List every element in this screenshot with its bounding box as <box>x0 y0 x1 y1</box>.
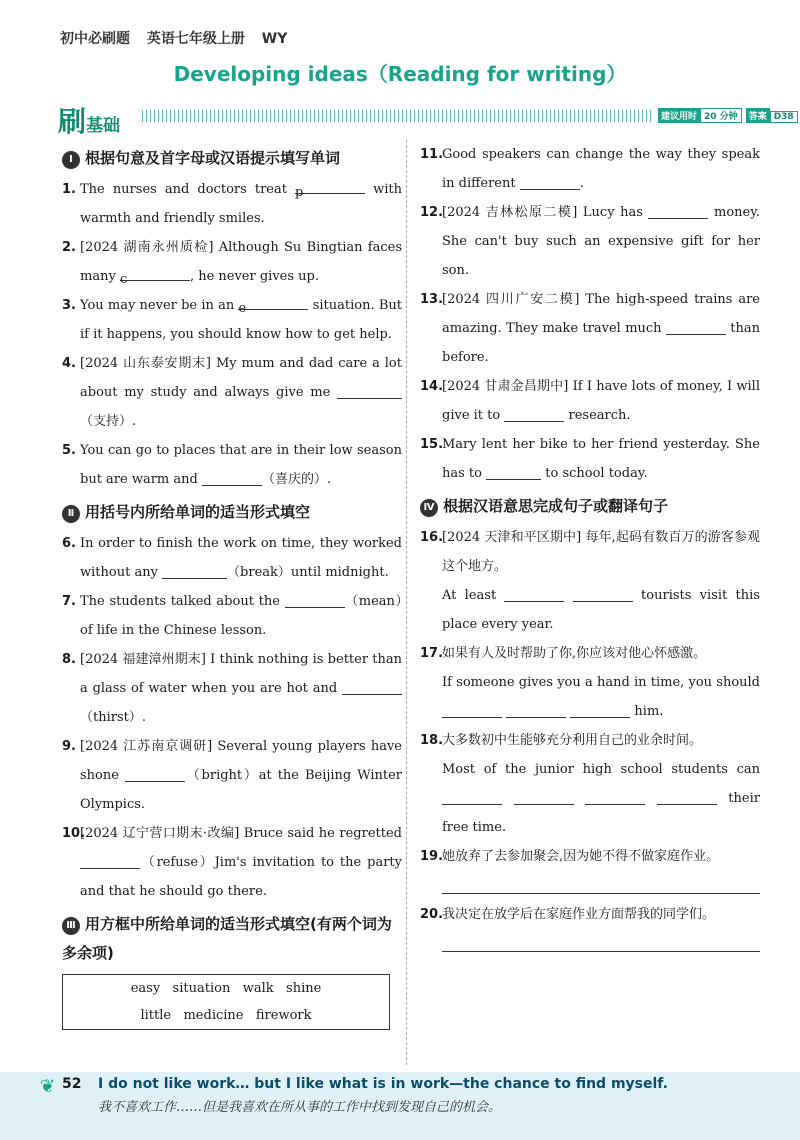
question-number: 4. <box>62 356 76 371</box>
edition: WY <box>261 31 288 47</box>
book-name: 初中必刷题 <box>60 31 130 47</box>
question-number: 12. <box>420 205 444 220</box>
logo-small: 基础 <box>86 116 121 136</box>
section-text: 用方框中所给单词的适当形式填空(有两个词为多余项) <box>62 915 392 962</box>
question-text: Most of the junior high school students can <box>442 762 760 777</box>
answer-blank[interactable] <box>648 203 708 219</box>
page-title: Developing ideas（Reading for writing） <box>173 62 627 86</box>
question-text: [2024 山东泰安期末] My mum and dad care a lot about my study and always give me <box>80 356 402 400</box>
question-2 <box>62 233 402 291</box>
question-text: situation. But if it happens, you should know how to get help. <box>80 298 402 342</box>
section-3-title <box>62 910 402 968</box>
answer-blank[interactable] <box>442 789 502 805</box>
question-text: The nurses and doctors treat <box>80 182 296 197</box>
question-text: 她放弃了去参加聚会,因为她不得不做家庭作业。 <box>442 849 720 864</box>
question-text: You may never be in an <box>80 298 239 313</box>
question-text: with warmth and friendly smiles. <box>80 182 403 226</box>
question-11 <box>420 140 760 198</box>
answer-blank[interactable] <box>80 853 140 869</box>
page-number: 52 <box>62 1076 82 1092</box>
section-text: 用括号内所给单词的适当形式填空 <box>85 503 311 521</box>
leaf-icon: ❦ <box>40 1076 56 1097</box>
question-text: （支持）. <box>80 414 137 429</box>
question-5 <box>62 436 402 494</box>
question-text: （喜庆的）. <box>261 472 332 487</box>
question-17 <box>420 639 760 726</box>
answer-blank[interactable] <box>125 766 185 782</box>
question-number: 14. <box>420 379 444 394</box>
question-number: 9. <box>62 739 76 754</box>
section-text: 根据句意及首字母或汉语提示填写单词 <box>85 149 341 167</box>
answer-blank[interactable] <box>486 464 541 480</box>
word-box-row: easy situation walk shine <box>130 981 322 996</box>
question-text: （mean）of life in the Chinese lesson. <box>80 594 402 638</box>
question-18 <box>420 726 760 842</box>
answer-blank[interactable] <box>504 406 564 422</box>
logo <box>58 100 120 140</box>
answer-blank[interactable] <box>162 563 227 579</box>
time-info <box>658 108 800 123</box>
answer-blank[interactable] <box>342 679 402 695</box>
question-number: 2. <box>62 240 76 255</box>
answer-line[interactable] <box>442 871 760 894</box>
question-text: [2024 甘肃金昌期中] If I have lots of money, I will give it to <box>442 379 760 423</box>
question-20 <box>420 900 760 929</box>
section-2-title <box>62 498 402 527</box>
hint-letter: e <box>238 301 247 316</box>
left-column <box>62 140 402 1030</box>
question-text: tourists visit this place every year. <box>442 588 760 632</box>
question-text: 我决定在放学后在家庭作业方面帮我的同学们。 <box>442 907 716 922</box>
question-text: Good speakers can change the way they speak in different <box>442 147 760 191</box>
question-number: 13. <box>420 292 444 307</box>
answer-blank[interactable] <box>504 586 564 602</box>
question-number: 8. <box>62 652 76 667</box>
answer-blank[interactable] <box>202 470 262 486</box>
question-text: [2024 湖南永州质检] Although Su Bingtian faces many <box>80 240 402 284</box>
question-number: 7. <box>62 594 76 609</box>
question-text: （break）until midnight. <box>227 565 389 580</box>
question-14 <box>420 372 760 430</box>
question-4 <box>62 349 402 436</box>
question-9 <box>62 732 402 819</box>
answer-blank[interactable] <box>285 592 345 608</box>
column-divider <box>406 140 407 1065</box>
section-1-title <box>62 144 402 173</box>
answer-blank[interactable] <box>238 294 308 316</box>
answer-blank[interactable] <box>666 319 726 335</box>
question-number: 16. <box>420 530 444 545</box>
question-text: money. She can't buy such an expensive gift for her son. <box>442 205 760 278</box>
question-text: In order to finish the work on time, they worked without any <box>80 536 402 580</box>
answer-page: D38 <box>770 111 798 123</box>
question-text: [2024 四川广安二模] The high-speed trains are amazing. They make travel much <box>442 292 760 336</box>
question-text: You can go to places that are in their low season but are warm and <box>80 443 402 487</box>
answer-line[interactable] <box>442 929 760 952</box>
section-number: Ⅲ <box>62 917 80 935</box>
answer-blank[interactable] <box>506 702 566 718</box>
question-text: （bright）at the Beijing Winter Olympics. <box>80 768 402 812</box>
answer-blank[interactable] <box>337 383 402 399</box>
question-3 <box>62 291 402 349</box>
question-text: [2024 天津和平区期中] 每年,起码有数百万的游客参观这个地方。 <box>442 530 760 574</box>
time-value: 20 分钟 <box>700 108 742 123</box>
question-number: 15. <box>420 437 444 452</box>
question-text: to school today. <box>541 466 648 481</box>
question-text: The students talked about the <box>80 594 285 609</box>
running-header <box>60 28 299 48</box>
subject-name: 英语七年级上册 <box>146 31 245 47</box>
question-10 <box>62 819 402 906</box>
question-19 <box>420 842 760 871</box>
section-number: Ⅳ <box>420 499 438 517</box>
answer-blank[interactable] <box>119 265 190 287</box>
question-number: 17. <box>420 646 444 661</box>
question-7 <box>62 587 402 645</box>
section-4-title <box>420 492 760 521</box>
section-number: Ⅱ <box>62 505 80 523</box>
answer-label: 答案 <box>746 108 770 123</box>
question-number: 19. <box>420 849 444 864</box>
question-text: , he never gives up. <box>189 269 319 284</box>
question-12 <box>420 198 760 285</box>
question-text: their free time. <box>442 791 760 835</box>
question-number: 5. <box>62 443 76 458</box>
answer-blank[interactable] <box>573 586 633 602</box>
section-number: Ⅰ <box>62 151 80 169</box>
question-number: 11. <box>420 147 444 162</box>
question-text: （refuse）Jim's invitation to the party and that he should go there. <box>80 855 402 899</box>
question-number: 10. <box>62 826 86 841</box>
question-text: 大多数初中生能够充分利用自己的业余时间。 <box>442 733 703 748</box>
answer-blank[interactable] <box>657 789 717 805</box>
answer-blank[interactable] <box>585 789 645 805</box>
question-13 <box>420 285 760 372</box>
right-column <box>420 140 760 958</box>
answer-blank[interactable] <box>295 178 365 200</box>
answer-blank[interactable] <box>514 789 574 805</box>
time-label: 建议用时 <box>658 108 700 123</box>
question-text: Mary lent her bike to her friend yesterday. She has to <box>442 437 760 481</box>
question-6 <box>62 529 402 587</box>
question-text: than before. <box>442 321 760 365</box>
word-box-row: little medicine firework <box>140 1008 312 1023</box>
question-number: 3. <box>62 298 76 313</box>
question-15 <box>420 430 760 488</box>
question-text: [2024 福建漳州期末] I think nothing is better than a glass of water when you are hot and <box>80 652 402 696</box>
footer-quote-en: I do not like work… but I like what is in work—the chance to find myself. <box>98 1076 668 1092</box>
question-text: （thirst）. <box>80 710 146 725</box>
answer-blank[interactable] <box>570 702 630 718</box>
question-text: If someone gives you a hand in time, you should <box>442 675 760 690</box>
question-text: research. <box>564 408 631 423</box>
question-number: 6. <box>62 536 76 551</box>
question-text: [2024 辽宁营口期末·改编] Bruce said he regretted <box>80 826 402 841</box>
hint-letter: c <box>119 272 128 287</box>
question-number: 1. <box>62 182 76 197</box>
question-8 <box>62 645 402 732</box>
section-band <box>58 100 794 138</box>
word-box <box>62 974 390 1030</box>
answer-blank[interactable] <box>442 702 502 718</box>
question-text: him. <box>630 704 664 719</box>
question-text: 如果有人及时帮助了你,你应该对他心怀感激。 <box>442 646 707 661</box>
question-number: 20. <box>420 907 444 922</box>
stripe-decoration <box>142 110 652 122</box>
question-text: [2024 吉林松原二模] Lucy has <box>442 205 649 220</box>
section-text: 根据汉语意思完成句子或翻译句子 <box>443 497 669 515</box>
question-number: 18. <box>420 733 444 748</box>
footer <box>0 1072 800 1140</box>
footer-quote-cn: 我不喜欢工作……但是我喜欢在所从事的工作中找到发现自己的机会。 <box>98 1100 502 1115</box>
hint-letter: p <box>295 185 304 200</box>
question-16 <box>420 523 760 639</box>
question-text: . <box>579 176 584 191</box>
question-text: At least <box>442 588 505 603</box>
question-text: [2024 江苏南京调研] Several young players have shone <box>80 739 402 783</box>
logo-big: 刷 <box>58 105 87 138</box>
question-1 <box>62 175 402 233</box>
answer-blank[interactable] <box>520 174 580 190</box>
